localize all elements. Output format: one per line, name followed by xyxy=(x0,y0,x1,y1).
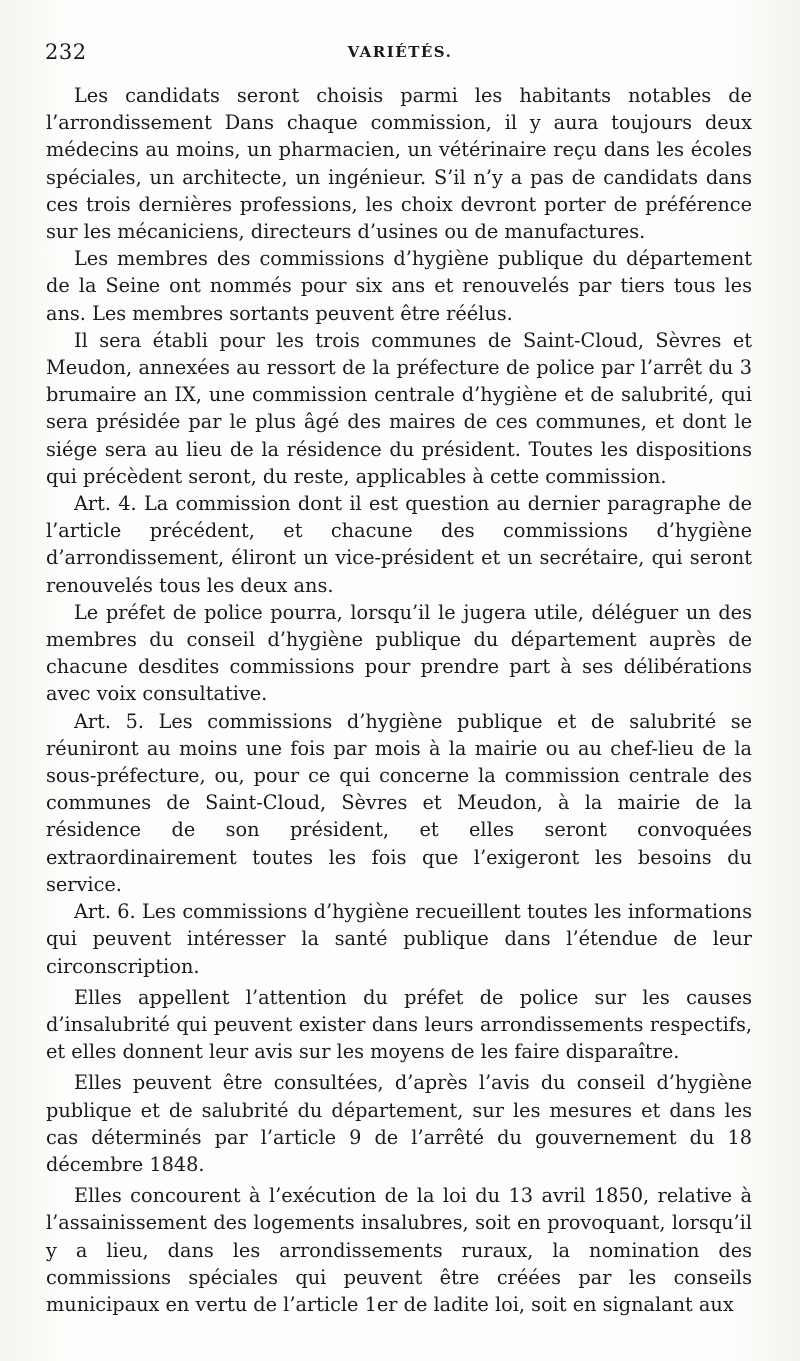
paragraph: Elles appellent l’attention du préfet de police sur les causes d’insalubrité qui peuvent exister dans leurs arrondissements respectifs, et elles donnent leur avis sur les moyens de les faire disparaître. xyxy=(46,985,752,1064)
paragraph: Art. 4. La commission dont il est question au dernier paragraphe de l’article précédent, et chacune des commissions d’hygiène d’arrondissement, éliront un vice-président et un secrétaire, qui seront renouvelés tous les deux ans. xyxy=(46,492,752,597)
paragraph: Elles peuvent être consultées, d’après l’avis du conseil d’hygiène publique et de salubrité du département, sur les mesures et dans les cas déterminés par l’article 9 de l’arrêté du gouvernement du 18 décembre 1848. xyxy=(46,1071,752,1176)
paragraph: Les candidats seront choisis parmi les habitants notables de l’arrondissement Dans chaque commission, il y aura toujours deux médecins au moins, un pharmacien, un vétérinaire reçu dans les écoles spéciales, un architecte, un ingénieur. S’il n’y a pas de candidats dans ces trois dernières professions, les choix devront porter de préférence sur les mécaniciens, directeurs d’usines ou de manufactures. xyxy=(46,84,752,244)
body-text xyxy=(46,82,752,1318)
paragraph: Elles concourent à l’exécution de la loi du 13 avril 1850, relative à l’assainissement des logements insalubres, soit en provoquant, lorsqu’il y a lieu, dans les arrondissements ruraux, la nomination des commissions spéciales qui peuvent être créées par les conseils municipaux en vertu de l’article 1er de ladite loi, soit en signalant aux xyxy=(46,1184,752,1316)
paragraph: Le préfet de police pourra, lorsqu’il le jugera utile, déléguer un des membres du conseil d’hygiène publique du département auprès de chacune desdites commissions pour prendre part à ses délibérations avec voix consultative. xyxy=(46,600,752,706)
running-head: VARIÉTÉS. xyxy=(347,43,453,61)
paragraph: Art. 6. Les commissions d’hygiène recueillent toutes les informations qui peuvent intéresser la santé publique dans l’étendue de leur circonscription. xyxy=(46,900,752,978)
page-number: 232 xyxy=(45,40,87,64)
paragraph: Art. 5. Les commissions d’hygiène publique et de salubrité se réuniront au moins une fois par mois à la mairie ou au chef-lieu de la sous-préfecture, ou, pour ce qui concerne la commission centrale des communes de Saint-Cloud, Sèvres et Meudon, à la mairie de la résidence de son président, et elles seront convoquées extraordinairement toutes les fois que l’exigeront les besoins du service. xyxy=(46,709,752,896)
paragraph: Les membres des commissions d’hygiène publique du département de la Seine ont nommés pour six ans et renouvelés par tiers tous les ans. Les membres sortants peuvent être réélus. xyxy=(46,247,752,325)
paragraph: Il sera établi pour les trois communes de Saint-Cloud, Sèvres et Meudon, annexées au ressort de la préfecture de police par l’arrêt du 3 brumaire an IX, une commission centrale d’hygiène et de salubrité, qui sera présidée par le plus âgé des maires de ces communes, et dont le siége sera au lieu de la résidence du président. Toutes les dispositions qui précèdent seront, du reste, applicables à cette commission. xyxy=(46,328,752,488)
page-header xyxy=(45,40,755,74)
